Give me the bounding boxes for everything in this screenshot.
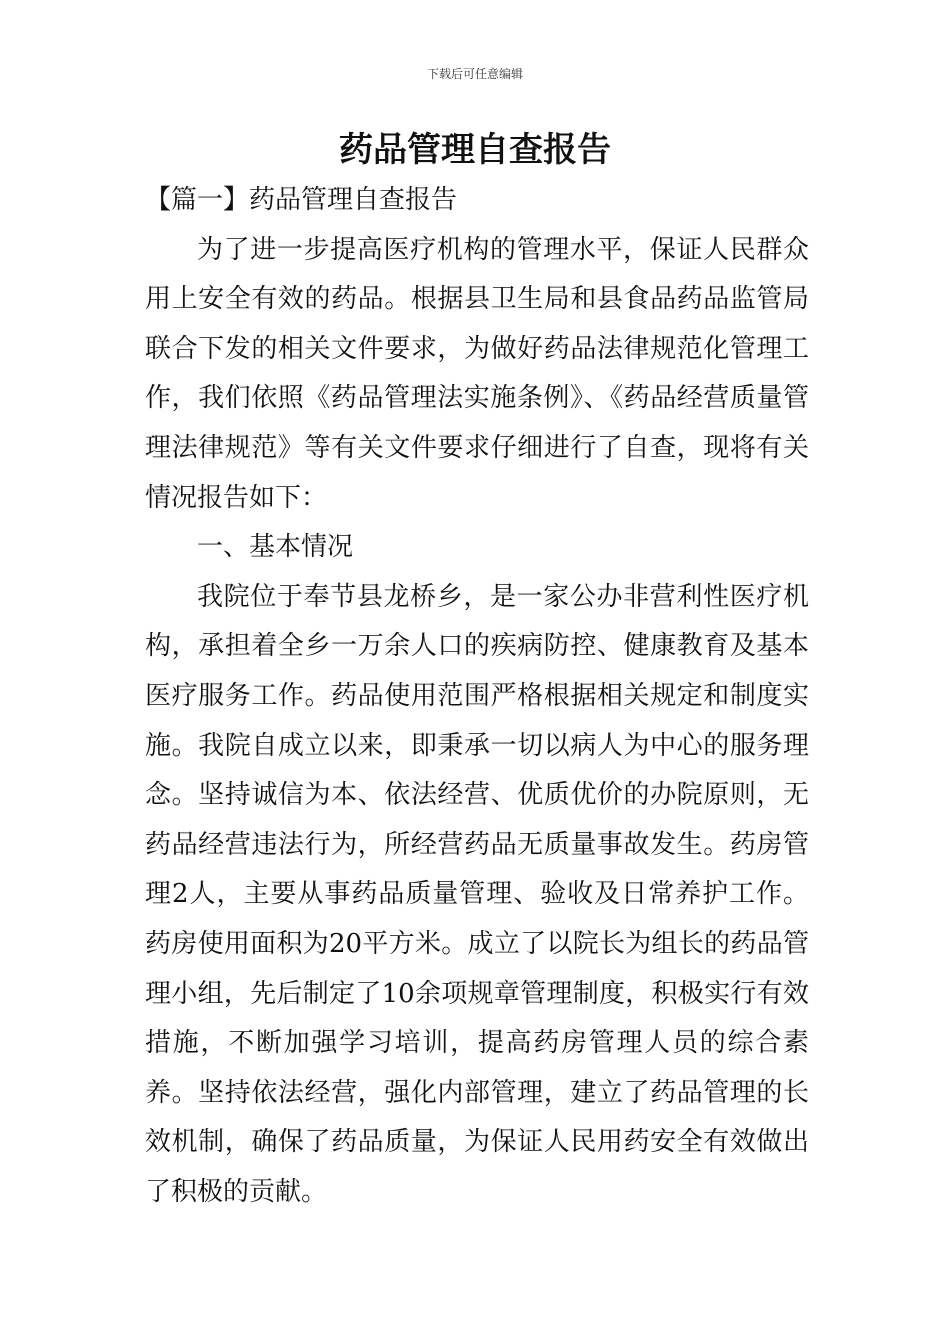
paragraph-basic-situation: 我院位于奉节县龙桥乡，是一家公办非营利性医疗机构，承担着全乡一万余人口的疾病防控、健康教育及基本医疗服务工作。药品使用范围严格根据相关规定和制度实施。我院自成立以来，即秉承一切以病人为中心的服务理念。坚持诚信为本、依法经营、优质优价的办院原则，无药品经营违法行为，所经营药品无质量事故发生。药房管理2人，主要从事药品质量管理、验收及日常养护工作。药房使用面积为20平方米。成立了以院长为组长的药品管理小组，先后制定了10余项规章管理制度，积极实行有效措施，不断加强学习培训，提高药房管理人员的综合素养。坚持依法经营，强化内部管理，建立了药品管理的长效机制，确保了药品质量，为保证人民用药安全有效做出了积极的贡献。: [145, 581, 809, 1207]
paragraph-intro: 为了进一步提高医疗机构的管理水平，保证人民群众用上安全有效的药品。根据县卫生局和县食品药品监管局联合下发的相关文件要求，为做好药品法律规范化管理工作，我们依照《药品管理法实施条例》、《药品经营质量管理法律规范》等有关文件要求仔细进行了自查，现将有关情况报告如下：: [145, 234, 809, 513]
document-body: [145, 176, 809, 1217]
document-title: 药品管理自查报告: [339, 130, 611, 170]
header-note: 下载后可任意编辑: [426, 67, 523, 81]
section-heading: 【篇一】药品管理自查报告: [145, 185, 458, 215]
paragraph-heading-basic-situation: 一、基本情况: [197, 532, 354, 563]
